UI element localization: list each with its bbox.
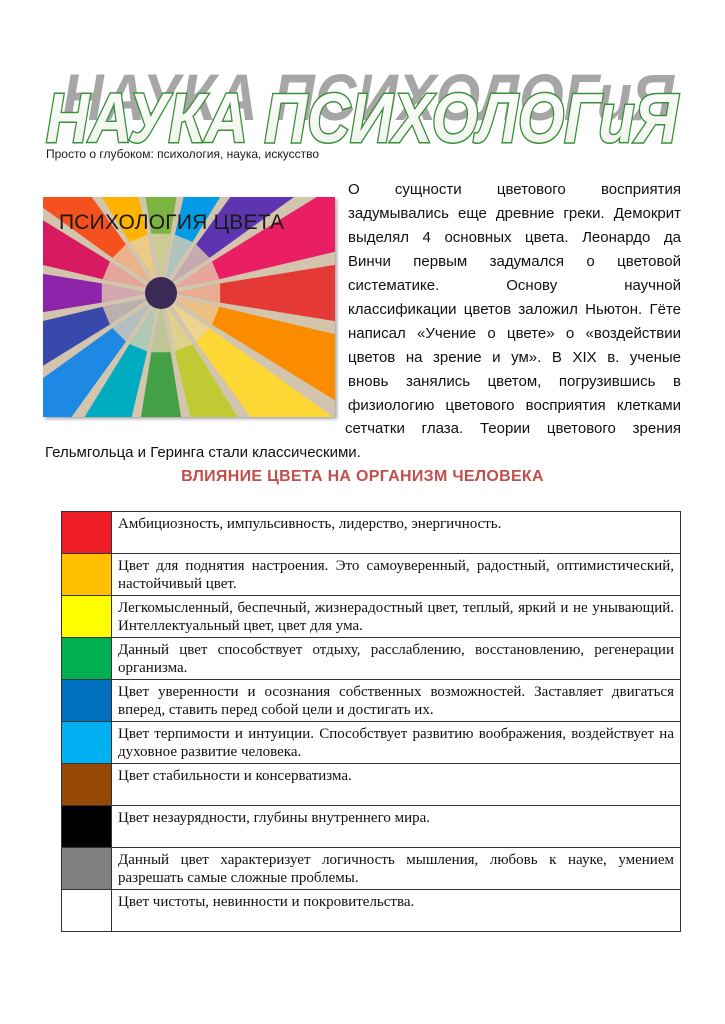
color-meaning-table — [61, 511, 681, 932]
color-swatch — [62, 638, 112, 680]
colored-pencils-image — [43, 197, 335, 417]
color-swatch — [62, 806, 112, 848]
color-description: Легкомысленный, беспечный, жизнерадостный цвет, теплый, яркий и не унывающий. Интеллектуальный цвет, цвет для ума. — [112, 596, 681, 638]
color-row — [62, 806, 681, 848]
intro-line: написал «Учение о цвете» о «воздействии — [348, 325, 681, 342]
color-row — [62, 890, 681, 932]
logo-text: НАУКА ПСИХОЛОГиЯ — [46, 79, 680, 157]
color-row — [62, 512, 681, 554]
site-tagline: Просто о глубоком: психология, наука, искусство — [46, 147, 320, 161]
site-logo — [40, 62, 700, 158]
intro-line: О сущности цветового восприятия — [348, 181, 681, 198]
color-row — [62, 680, 681, 722]
color-swatch — [62, 848, 112, 890]
color-swatch — [62, 512, 112, 554]
color-row — [62, 638, 681, 680]
intro-line: выделял 4 основных цвета. Леонардо да — [348, 229, 681, 246]
color-swatch — [62, 764, 112, 806]
intro-line: сетчатки глаза. Теории цветового зрения — [345, 420, 681, 437]
color-description: Цвет незаурядности, глубины внутреннего мира. — [112, 806, 681, 848]
intro-line: цветов на зрение и ум». В XIX в. ученые — [348, 349, 681, 366]
intro-line: вновь занялись цветом, погрузившись в — [348, 373, 681, 390]
intro-paragraph — [348, 178, 681, 418]
section-heading: ВЛИЯНИЕ ЦВЕТА НА ОРГАНИЗМ ЧЕЛОВЕКА — [181, 468, 544, 485]
intro-line: физиологию цветового восприятия клетками — [348, 397, 681, 414]
logo-shadow-text: НАУКА ПСИХОЛОГиЯ — [62, 62, 676, 134]
intro-last-line: Гельмгольца и Геринга стали классическими. — [45, 444, 361, 461]
color-swatch — [62, 722, 112, 764]
color-row — [62, 554, 681, 596]
color-description: Цвет уверенности и осознания собственных возможностей. Заставляет двигаться вперед, ставить перед собой цели и достигать их. — [112, 680, 681, 722]
color-description: Данный цвет способствует отдыху, расслаблению, восстановлению, регенерации организма. — [112, 638, 681, 680]
color-description: Цвет чистоты, невинности и покровительства. — [112, 890, 681, 932]
color-swatch — [62, 596, 112, 638]
color-row — [62, 722, 681, 764]
color-description: Цвет терпимости и интуиции. Способствует развитию воображения, воздействует на духовное развитие человека. — [112, 722, 681, 764]
intro-line: задумывались еще древние греки. Демокрит — [348, 205, 681, 222]
color-description: Данный цвет характеризует логичность мышления, любовь к науке, умением разрешать самые сложные проблемы. — [112, 848, 681, 890]
color-row — [62, 764, 681, 806]
color-description: Цвет стабильности и консерватизма. — [112, 764, 681, 806]
color-swatch — [62, 554, 112, 596]
color-swatch — [62, 890, 112, 932]
intro-line: Винчи первым задумался о цветовой — [348, 253, 681, 270]
color-row — [62, 596, 681, 638]
color-description: Амбициозность, импульсивность, лидерство, энергичность. — [112, 512, 681, 554]
image-title: ПСИХОЛОГИЯ ЦВЕТА — [59, 211, 285, 234]
color-description: Цвет для поднятия настроения. Это самоуверенный, радостный, оптимистический, настойчивый цвет. — [112, 554, 681, 596]
intro-line: классификации цветов заложил Ньютон. Гёте — [348, 301, 681, 318]
color-row — [62, 848, 681, 890]
color-swatch — [62, 680, 112, 722]
intro-line: систематике. Основу научной — [348, 277, 681, 294]
